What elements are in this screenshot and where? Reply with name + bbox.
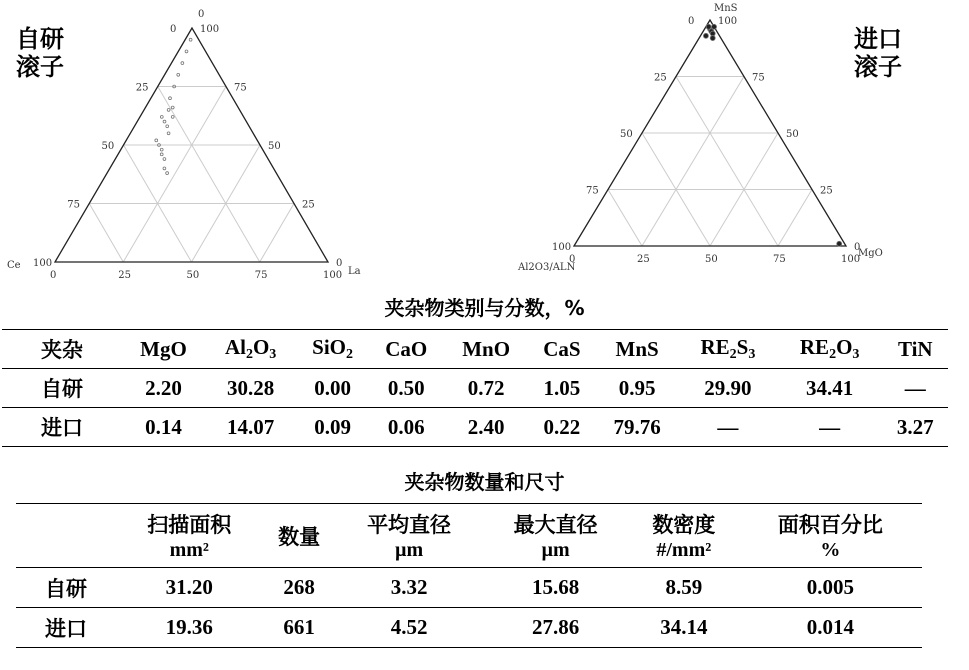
col-header-cas: CaS bbox=[543, 336, 581, 361]
cell: 0.72 bbox=[444, 369, 529, 408]
tick-label: 75 bbox=[586, 185, 599, 197]
grid-line bbox=[260, 204, 294, 263]
table-row bbox=[16, 568, 922, 608]
tick-label: 25 bbox=[302, 199, 315, 211]
data-point bbox=[181, 62, 184, 65]
cell: — bbox=[679, 408, 777, 447]
data-point bbox=[177, 73, 180, 76]
data-point bbox=[703, 33, 708, 38]
data-point bbox=[171, 106, 174, 109]
data-point bbox=[837, 241, 842, 246]
apex-label-left: Ce bbox=[7, 260, 21, 271]
col-label: 最大直径 bbox=[513, 513, 598, 537]
table-header-row bbox=[2, 330, 948, 369]
data-point bbox=[706, 24, 711, 29]
tick-label: 100 bbox=[200, 24, 220, 35]
ternary-charts bbox=[0, 0, 969, 290]
col-label: 面积百分比 bbox=[777, 513, 883, 537]
data-point bbox=[166, 125, 169, 128]
grid-line bbox=[676, 77, 778, 247]
tick-label: 100 bbox=[323, 270, 343, 281]
inclusion-fraction-table bbox=[2, 329, 948, 447]
tick-label: 100 bbox=[718, 16, 738, 27]
col-header-re2o3: $RE_2O_3$ bbox=[799, 335, 860, 362]
tick-label: 100 bbox=[552, 242, 572, 253]
cell: 30.28 bbox=[205, 369, 296, 408]
tick-label: 25 bbox=[654, 72, 667, 84]
data-point bbox=[185, 50, 188, 53]
data-point bbox=[171, 116, 174, 119]
data-point bbox=[712, 24, 717, 29]
col-header-tin: TiN bbox=[897, 336, 933, 361]
tick-label: 75 bbox=[752, 72, 765, 84]
cell: 31.20 bbox=[116, 568, 263, 608]
table1-title: 夹杂物类别与分数，% bbox=[384, 296, 585, 320]
col-header-number-density bbox=[629, 504, 739, 568]
data-point bbox=[167, 109, 170, 112]
data-point bbox=[160, 148, 163, 151]
col-unit: mm² bbox=[169, 539, 209, 561]
cell: 19.36 bbox=[116, 608, 263, 648]
col-header-al2o3: $Al_2O_3$ bbox=[224, 335, 277, 362]
data-point bbox=[155, 139, 158, 142]
tick-label: 75 bbox=[773, 254, 786, 265]
data-point bbox=[167, 132, 170, 135]
data-point bbox=[166, 172, 169, 175]
ternary-plot-left bbox=[7, 9, 361, 281]
cell: 0.14 bbox=[122, 408, 205, 447]
table-header-label: 夹杂 bbox=[41, 338, 83, 362]
apex-label-right: MgO bbox=[858, 248, 883, 259]
col-header-mgo: MgO bbox=[140, 336, 187, 361]
tick-label: 50 bbox=[620, 129, 633, 140]
data-point bbox=[160, 116, 163, 119]
cell: 14.07 bbox=[205, 408, 296, 447]
col-label: 平均直径 bbox=[367, 513, 452, 537]
tick-label: 0 bbox=[170, 24, 177, 35]
table-row bbox=[16, 608, 922, 648]
col-label: 数量 bbox=[278, 524, 321, 549]
cell: 0.09 bbox=[296, 408, 369, 447]
cell: 8.59 bbox=[629, 568, 739, 608]
tick-label: 0 bbox=[336, 258, 343, 269]
col-header-count bbox=[263, 504, 336, 568]
cell: 2.40 bbox=[444, 408, 529, 447]
grid-line bbox=[778, 190, 812, 247]
col-label: 数密度 bbox=[652, 513, 716, 537]
table-row bbox=[2, 408, 948, 447]
grid-line bbox=[123, 87, 226, 263]
cell: 0.50 bbox=[369, 369, 444, 408]
cell: 15.68 bbox=[482, 568, 629, 608]
tick-label: 100 bbox=[841, 254, 861, 265]
col-header-sio2: SiO$_2$ bbox=[312, 335, 354, 362]
tick-label: 50 bbox=[268, 141, 281, 152]
col-unit: µm bbox=[541, 539, 570, 561]
cell: 0.00 bbox=[296, 369, 369, 408]
apex-label-right: La bbox=[348, 266, 361, 277]
cell: 0.06 bbox=[369, 408, 444, 447]
row-label: 进口 bbox=[16, 608, 116, 648]
cell: 79.76 bbox=[595, 408, 679, 447]
cell: 0.95 bbox=[595, 369, 679, 408]
data-point bbox=[169, 97, 172, 100]
data-point bbox=[160, 153, 163, 156]
tick-label: 0 bbox=[688, 16, 695, 27]
tick-label: 50 bbox=[786, 129, 799, 140]
row-label: 自研 bbox=[16, 568, 116, 608]
ternary-plot-right bbox=[517, 3, 883, 273]
cell: 661 bbox=[263, 608, 336, 648]
grid-line bbox=[89, 204, 123, 263]
data-point bbox=[163, 167, 166, 170]
tick-label: 25 bbox=[118, 270, 131, 281]
tick-label: 0 bbox=[50, 270, 57, 281]
tick-label: 100 bbox=[33, 258, 53, 269]
apex-label-left: Al2O3/ALN bbox=[518, 262, 576, 273]
col-header-area-percent bbox=[739, 504, 922, 568]
apex-label-top: 0 bbox=[198, 9, 205, 20]
grid-line bbox=[608, 190, 642, 247]
table-row bbox=[2, 369, 948, 408]
tick-label: 50 bbox=[101, 141, 115, 152]
data-point bbox=[163, 120, 166, 123]
col-unit: µm bbox=[394, 539, 424, 561]
cell: — bbox=[777, 408, 883, 447]
col-header-max-diameter bbox=[482, 504, 629, 568]
col-header-mns: MnS bbox=[615, 336, 659, 361]
cell: — bbox=[883, 369, 948, 408]
tick-label: 0 bbox=[569, 254, 576, 265]
cell: 4.52 bbox=[336, 608, 483, 648]
col-header-cao: CaO bbox=[385, 336, 428, 361]
tick-label: 75 bbox=[254, 270, 268, 281]
cell: 0.22 bbox=[529, 408, 595, 447]
apex-label-top: MnS bbox=[714, 3, 738, 14]
cell: 2.20 bbox=[122, 369, 205, 408]
cell: 27.86 bbox=[482, 608, 629, 648]
table-header-row bbox=[16, 504, 922, 568]
cell: 0.005 bbox=[739, 568, 922, 608]
tick-label: 75 bbox=[234, 82, 247, 94]
col-header-scan-area bbox=[116, 504, 263, 568]
col-unit: % bbox=[820, 539, 841, 561]
cell: 3.32 bbox=[336, 568, 483, 608]
cell: 268 bbox=[263, 568, 336, 608]
cell: 34.14 bbox=[629, 608, 739, 648]
table2-title: 夹杂物数量和尺寸 bbox=[404, 470, 565, 494]
cell: 1.05 bbox=[529, 369, 595, 408]
tick-label: 25 bbox=[135, 82, 149, 94]
right-plot-label-line2: 滚子 bbox=[854, 53, 902, 81]
row-label: 自研 bbox=[2, 369, 122, 408]
col-unit: #/mm² bbox=[656, 539, 712, 561]
grid-line bbox=[642, 77, 744, 247]
right-plot-label-line1: 进口 bbox=[854, 25, 902, 53]
cell: 0.014 bbox=[739, 608, 922, 648]
col-label: 扫描面积 bbox=[147, 513, 232, 537]
col-header-mno: MnO bbox=[462, 336, 511, 361]
data-point bbox=[189, 38, 192, 41]
tick-label: 50 bbox=[705, 254, 718, 265]
left-plot-label-line1: 自研 bbox=[16, 25, 64, 53]
left-plot-label-line2: 滚子 bbox=[16, 53, 64, 81]
col-header-avg-diameter bbox=[336, 504, 483, 568]
empty-header-cell bbox=[16, 504, 116, 568]
data-point bbox=[710, 36, 715, 41]
cell: 3.27 bbox=[883, 408, 948, 447]
tick-label: 25 bbox=[637, 254, 650, 265]
cell: 34.41 bbox=[777, 369, 883, 408]
tick-label: 75 bbox=[67, 199, 80, 211]
row-label: 进口 bbox=[2, 408, 122, 447]
col-header-re2s3: $RE_2S_3$ bbox=[700, 335, 756, 362]
tick-label: 50 bbox=[186, 270, 200, 281]
data-point bbox=[163, 158, 166, 161]
grid-line bbox=[158, 87, 260, 263]
tick-label: 25 bbox=[820, 185, 833, 197]
tick-label: 0 bbox=[854, 242, 861, 253]
inclusion-size-table bbox=[16, 503, 922, 648]
cell: 29.90 bbox=[679, 369, 777, 408]
